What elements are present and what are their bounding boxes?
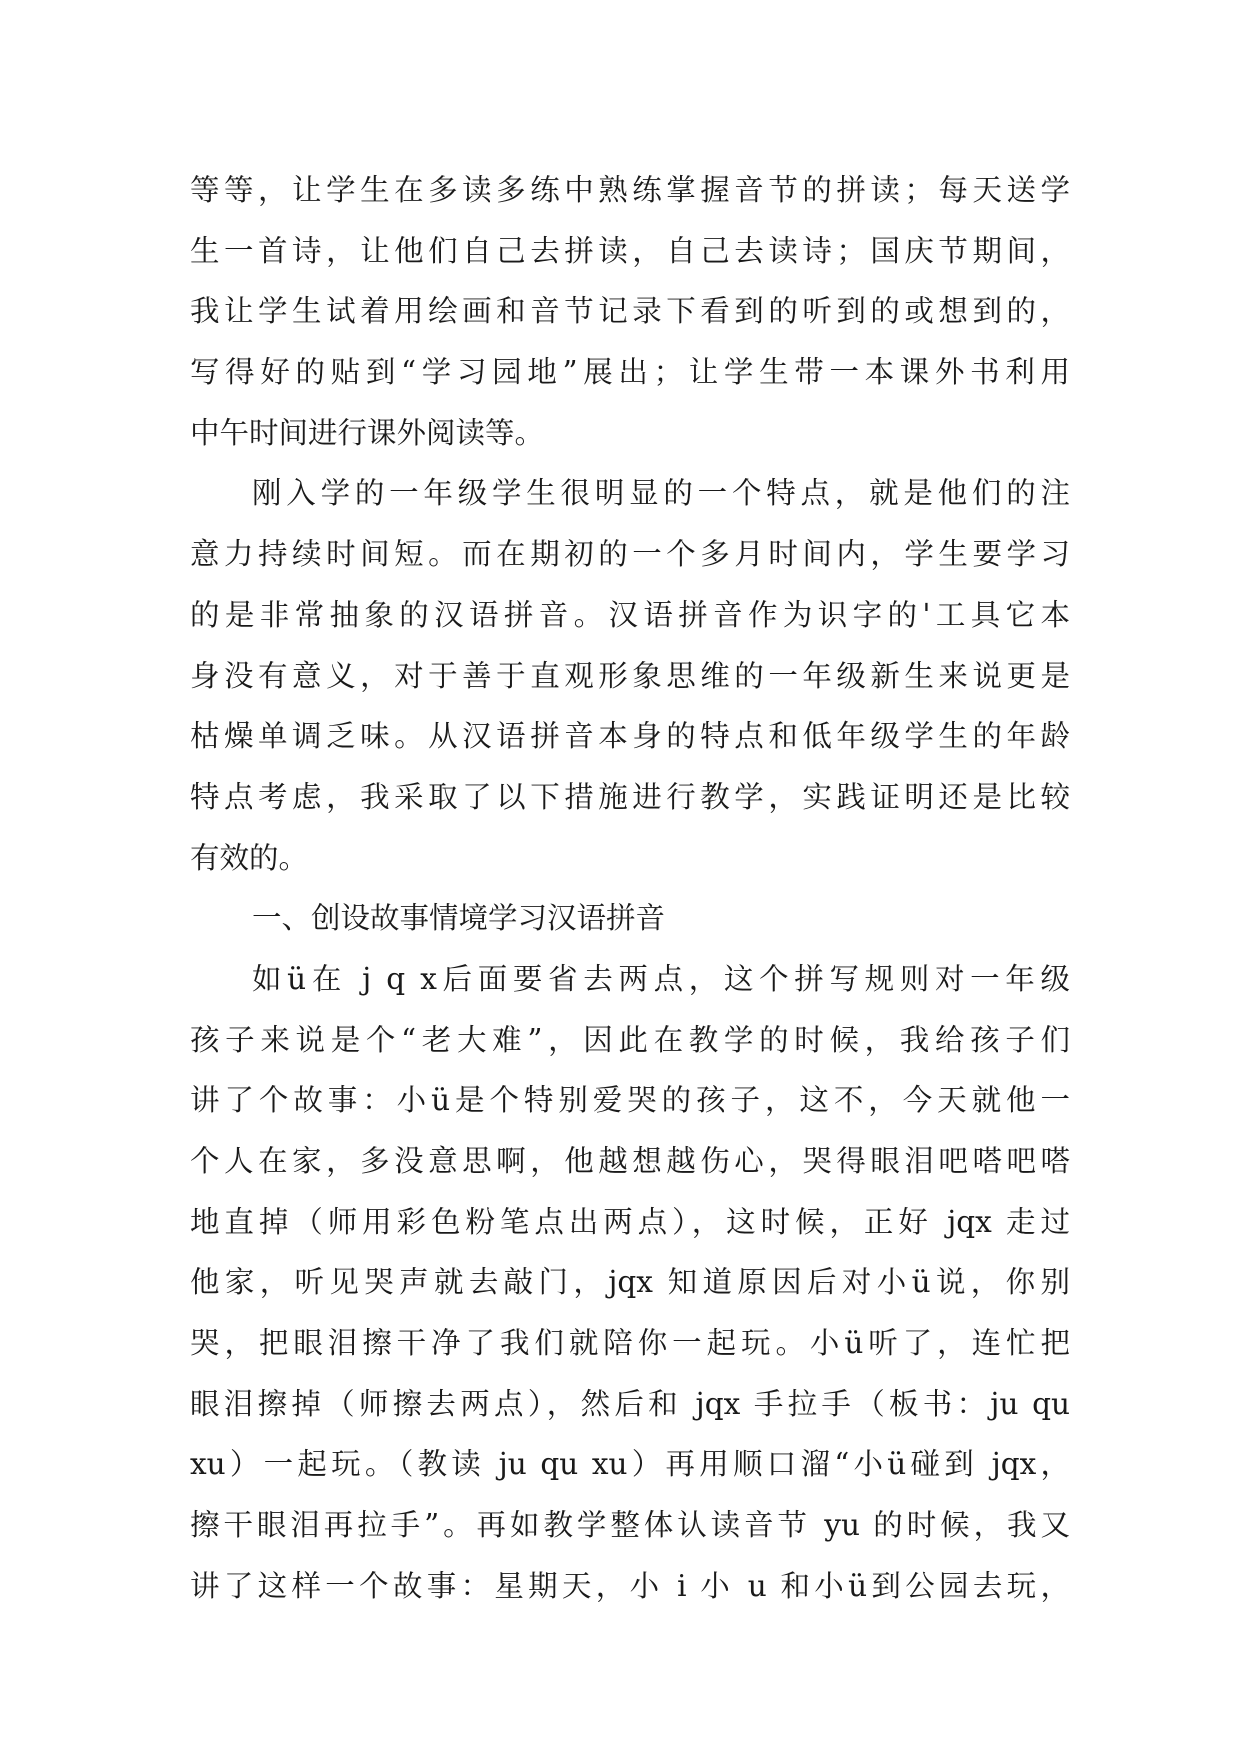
text-line: 中午时间进行课外阅读等。 — [190, 415, 545, 450]
text-line: 哭，把眼泪擦干净了我们就陪你一起玩。小ü听了，连忙把 — [190, 1326, 1070, 1361]
text-line: 一、创设故事情境学习汉语拼音 — [252, 901, 666, 936]
text-line: 生一首诗，让他们自己去拼读，自己去读诗；国庆节期间， — [190, 233, 1070, 268]
body-text — [190, 160, 1070, 1617]
text-line: 有效的。 — [190, 840, 309, 875]
text-line: 地直掉（师用彩色粉笔点出两点），这时候，正好 jqx 走过 — [190, 1204, 1070, 1239]
text-line: 眼泪擦掉（师擦去两点），然后和 jqx 手拉手（板书：ju qu — [190, 1386, 1070, 1421]
text-line: xu）一起玩。（教读 ju qu xu）再用顺口溜“小ü碰到 jqx， — [190, 1447, 1070, 1482]
text-line: 枯燥单调乏味。从汉语拼音本身的特点和低年级学生的年龄 — [190, 719, 1070, 754]
text-line: 擦干眼泪再拉手”。再如教学整体认读音节 yu 的时候，我又 — [190, 1508, 1070, 1543]
text-line: 个人在家，多没意思啊，他越想越伤心，哭得眼泪吧嗒吧嗒 — [190, 1144, 1070, 1178]
text-line: 孩子来说是个“老大难”，因此在教学的时候，我给孩子们 — [190, 1022, 1070, 1057]
text-line: 我让学生试着用绘画和音节记录下看到的听到的或想到的， — [190, 294, 1070, 329]
text-line: 如ü在 j q x后面要省去两点，这个拼写规则对一年级 — [252, 961, 1070, 996]
text-line: 讲了个故事：小ü是个特别爱哭的孩子，这不，今天就他一 — [190, 1083, 1070, 1118]
text-line: 他家，听见哭声就去敲门，jqx 知道原因后对小ü说，你别 — [190, 1265, 1070, 1300]
text-line: 特点考虑，我采取了以下措施进行教学，实践证明还是比较 — [190, 779, 1070, 814]
text-line: 讲了这样一个故事：星期天，小 i 小 u 和小ü到公园去玩， — [190, 1568, 1070, 1603]
text-line: 写得好的贴到“学习园地”展出；让学生带一本课外书利用 — [190, 355, 1070, 390]
text-line: 等等，让学生在多读多练中熟练掌握音节的拼读；每天送学 — [190, 173, 1070, 207]
text-line: 的是非常抽象的汉语拼音。汉语拼音作为识字的'工具它本 — [190, 597, 1070, 632]
text-line: 意力持续时间短。而在期初的一个多月时间内，学生要学习 — [190, 537, 1070, 572]
text-line: 刚入学的一年级学生很明显的一个特点，就是他们的注 — [252, 476, 1070, 511]
text-line: 身没有意义，对于善于直观形象思维的一年级新生来说更是 — [190, 658, 1070, 693]
